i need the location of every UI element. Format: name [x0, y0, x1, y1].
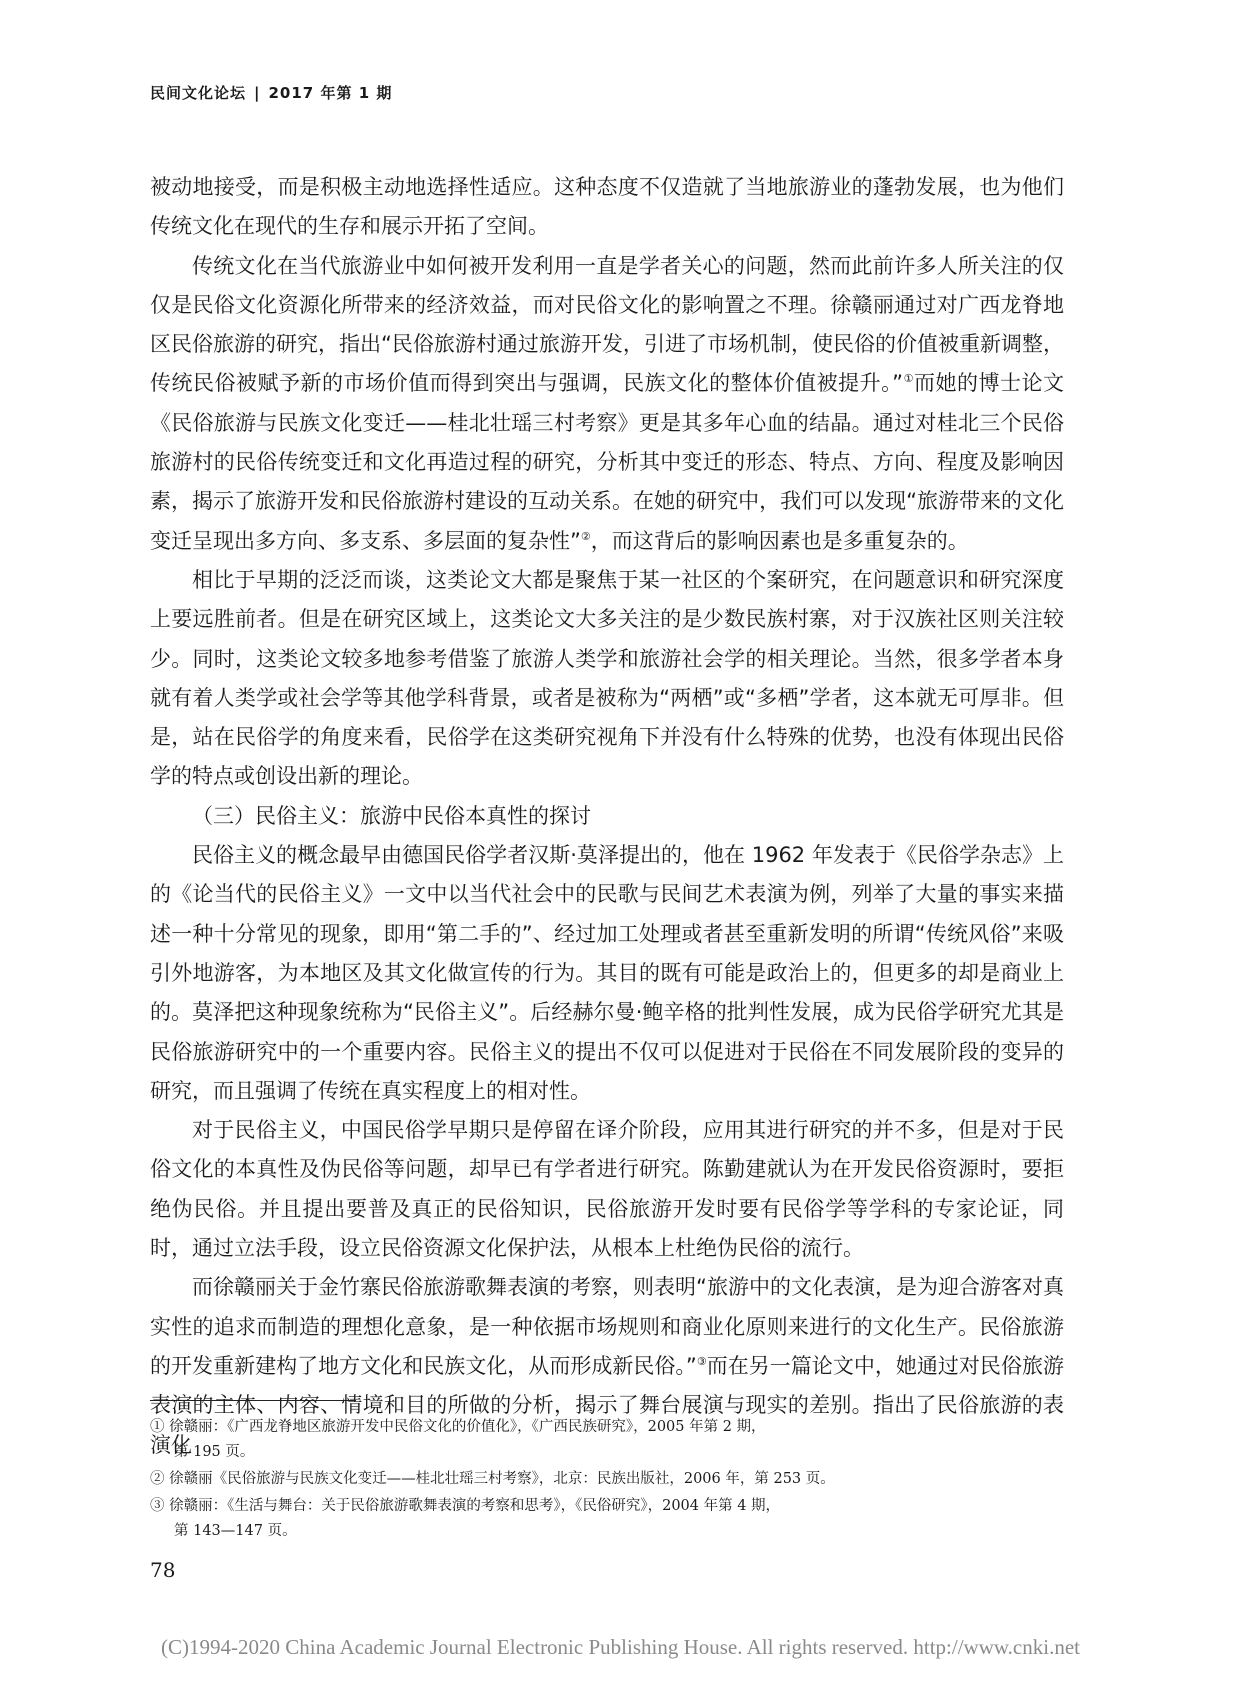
paragraph-3	[150, 561, 1064, 797]
footnote-mark: ③	[150, 1498, 165, 1514]
paragraph-5	[150, 1111, 1064, 1268]
paragraph-text: ，而这背后的影响因素也是多重复杂的。	[590, 528, 969, 553]
footnote-text-cont: 第 143—147 页。	[174, 1523, 297, 1539]
footnote-mark: ②	[150, 1471, 165, 1487]
footnote-2	[150, 1467, 910, 1492]
paragraph-text: 民俗主义的概念最早由德国民俗学者汉斯·莫泽提出的，他在 1962 年发表于《民俗学杂志》上的《论当代的民俗主义》一文中以当代社会中的民歌与民间艺术表演为例，列举了大量的事实来描述一种十分常见的现象，即用“第二手的”、经过加工处理或者甚至重新发明的所谓“传统风俗”来吸引外地游客，为本地区及其文化做宣传的行为。其目的既有可能是政治上的，但更多的却是商业上的。莫泽把这种现象统称为“民俗主义”。后经赫尔曼·鲍辛格的批判性发展，成为民俗学研究尤其是民俗旅游研究中的一个重要内容。民俗主义的提出不仅可以促进对于民俗在不同发展阶段的变异的研究，而且强调了传统在真实程度上的相对性。	[150, 843, 1064, 1103]
footnote-text: 徐赣丽：《广西龙脊地区旅游开发中民俗文化的价值化》，《广西民族研究》，2005 年第 2 期，	[169, 1419, 766, 1435]
header-separator: |	[254, 84, 261, 102]
section-heading-text: （三）民俗主义：旅游中民俗本真性的探讨	[192, 803, 591, 828]
section-heading	[150, 797, 1064, 836]
journal-name: 民间文化论坛	[150, 84, 247, 102]
paragraph-4	[150, 836, 1064, 1111]
paragraph-text: 被动地接受，而是积极主动地选择性适应。这种态度不仅造就了当地旅游业的蓬勃发展，也为他们传统文化在现代的生存和展示开拓了空间。	[150, 175, 1064, 239]
article-body	[150, 168, 1064, 1465]
running-header	[150, 82, 392, 103]
copyright-watermark: (C)1994-2020 China Academic Journal Electronic Publishing House. All rights reserved. http://www.cnki.net	[161, 1635, 1080, 1659]
footnote-divider	[150, 1400, 356, 1401]
paragraph-2	[150, 247, 1064, 561]
paragraph-text: 而在另一篇论文中，她通过对民俗旅游表演的主体、内容、情境和目的所做的分析，揭示了舞台展演与现实的差别。指出了民俗旅游的表演化	[150, 1353, 1064, 1457]
footnote-3	[150, 1494, 910, 1544]
footnote-text-cont: 第 195 页。	[174, 1444, 255, 1460]
footnote-text: 徐赣丽：《生活与舞台：关于民俗旅游歌舞表演的考察和思考》，《民俗研究》，2004 年第 4 期，	[169, 1498, 781, 1514]
paragraph-text: 相比于早期的泛泛而谈，这类论文大都是聚焦于某一社区的个案研究，在问题意识和研究深度上要远胜前者。但是在研究区域上，这类论文大多关注的是少数民族村寨，对于汉族社区则关注较少。同时，这类论文较多地参考借鉴了旅游人类学和旅游社会学的相关理论。当然，很多学者本身就有着人类学或社会学等其他学科背景，或者是被称为“两栖”或“多栖”学者，这本就无可厚非。但是，站在民俗学的角度来看，民俗学在这类研究视角下并没有什么特殊的优势，也没有体现出民俗学的特点或创设出新的理论。	[150, 567, 1064, 789]
issue-label: 2017 年第 1 期	[268, 84, 393, 102]
page-number: 78	[150, 1558, 176, 1582]
footnote-1	[150, 1415, 910, 1465]
paragraph-text: 对于民俗主义，中国民俗学早期只是停留在译介阶段，应用其进行研究的并不多，但是对于民俗文化的本真性及伪民俗等问题，却早已有学者进行研究。陈勤建就认为在开发民俗资源时，要拒绝伪民俗。并且提出要普及真正的民俗知识，民俗旅游开发时要有民俗学等学科的专家论证，同时，通过立法手段，设立民俗资源文化保护法，从根本上杜绝伪民俗的流行。	[150, 1118, 1064, 1261]
footnote-text: 徐赣丽《民俗旅游与民族文化变迁——桂北壮瑶三村考察》，北京：民族出版社，2006 年，第 253 页。	[169, 1471, 835, 1487]
footnote-ref-1[interactable]: ①	[903, 372, 914, 386]
footnote-ref-3[interactable]: ③	[696, 1354, 707, 1368]
paragraph-text: 而徐赣丽关于金竹寨民俗旅游歌舞表演的考察，则表明“旅游中的文化表演，是为迎合游客对真实性的追求而制造的理想化意象，是一种依据市场规则和商业化原则来进行的文化生产。民俗旅游的开发重新建构了地方文化和民族文化，从而形成新民俗。”	[150, 1275, 1064, 1378]
paragraph-text: 传统文化在当代旅游业中如何被开发利用一直是学者关心的问题，然而此前许多人所关注的仅仅是民俗文化资源化所带来的经济效益，而对民俗文化的影响置之不理。徐赣丽通过对广西龙脊地区民俗旅游的研究，指出“民俗旅游村通过旅游开发，引进了市场机制，使民俗的价值被重新调整，传统民俗被赋予新的市场价值而得到突出与强调，民族文化的整体价值被提升。”	[150, 253, 1064, 396]
footnotes	[150, 1415, 910, 1546]
paragraph-text: 而她的博士论文《民俗旅游与民族文化变迁——桂北壮瑶三村考察》更是其多年心血的结晶。通过对桂北三个民俗旅游村的民俗传统变迁和文化再造过程的研究，分析其中变迁的形态、特点、方向、程度及影响因素，揭示了旅游开发和民俗旅游村建设的互动关系。在她的研究中，我们可以发现“旅游带来的文化变迁呈现出多方向、多支系、多层面的复杂性”	[150, 371, 1064, 553]
footnote-ref-2[interactable]: ②	[580, 529, 591, 543]
paragraph-1	[150, 168, 1064, 247]
footnote-mark: ①	[150, 1419, 165, 1435]
